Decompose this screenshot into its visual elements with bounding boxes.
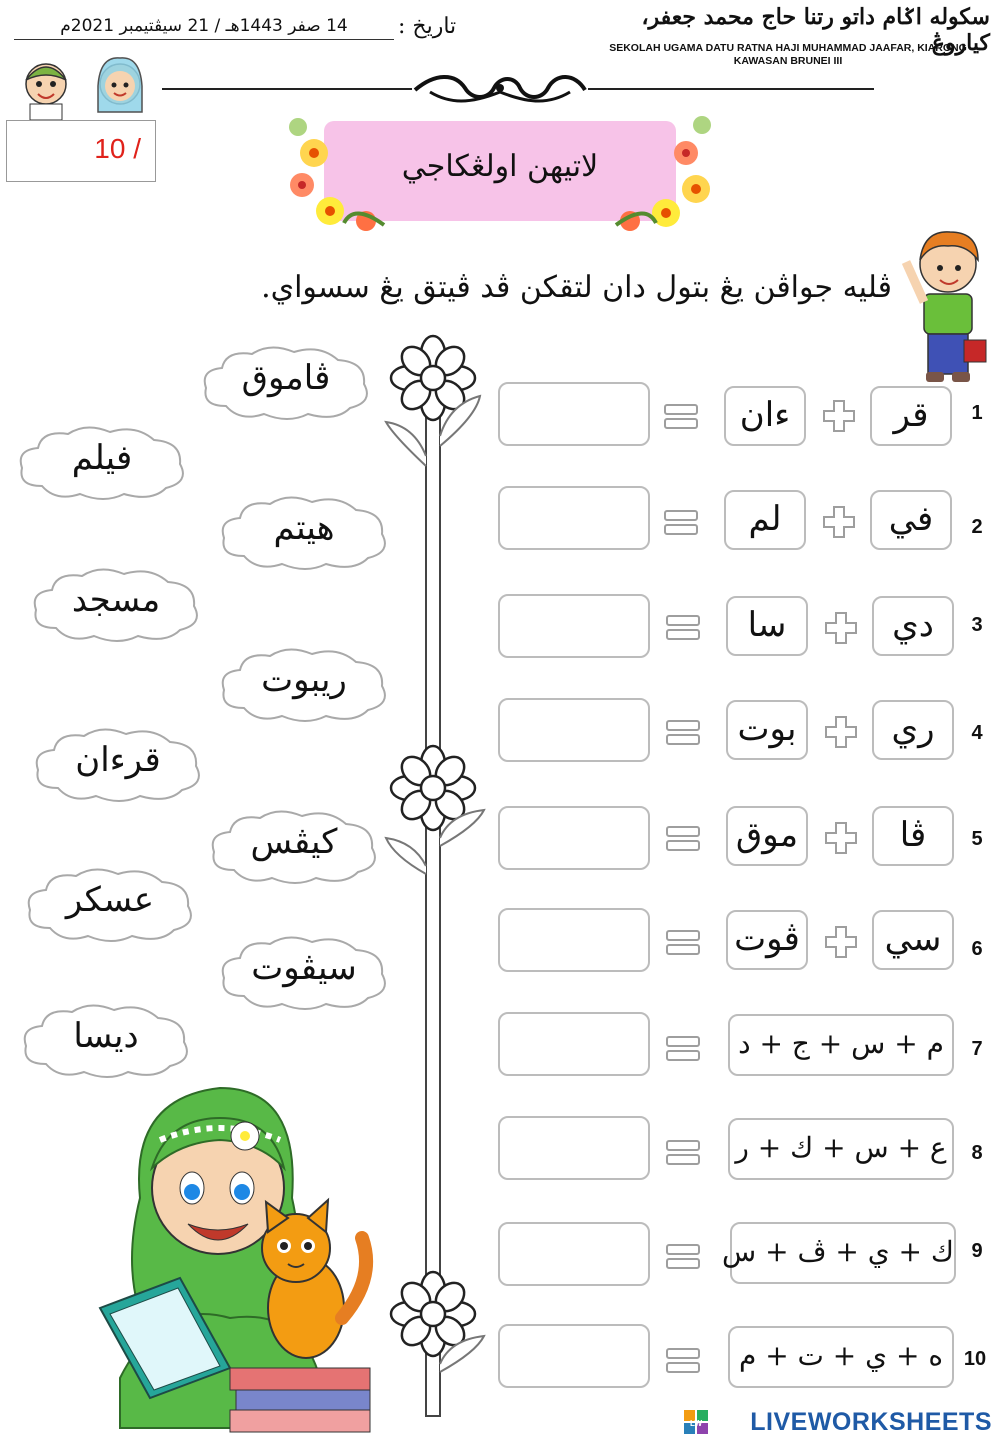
syllable-part1: ڤا: [872, 806, 954, 866]
word-card[interactable]: [20, 866, 200, 946]
letters-sequence: ك + ي + ڤ + س: [730, 1222, 956, 1284]
syllable-part1: في: [870, 490, 952, 550]
word-card[interactable]: [26, 566, 206, 646]
plus-icon: [822, 505, 856, 539]
word-text: هيتم: [273, 508, 335, 548]
brand-badge-text: LW: [690, 1419, 702, 1428]
flower-stem-divider: [380, 326, 490, 1426]
word-text: قرءان: [75, 740, 161, 780]
school-name-rumi: [588, 42, 988, 68]
row-number: 7: [971, 1038, 983, 1060]
syllable-part1: دي: [872, 596, 954, 656]
letters-sequence: م + س + ج + د: [728, 1014, 954, 1076]
plus-icon: [822, 399, 856, 433]
school-name-jawi: سکوله اݢام داتو رتنا حاج محمد جعفر، كياروڠ: [641, 4, 990, 56]
answer-drop-box[interactable]: [498, 1116, 650, 1180]
row-number: 5: [971, 828, 983, 850]
word-text: ڤاموق: [241, 358, 331, 398]
answer-drop-box[interactable]: [498, 806, 650, 870]
title-banner: [284, 113, 716, 233]
word-card[interactable]: [214, 646, 394, 726]
word-text: مسجد: [71, 580, 161, 620]
brand-wordmark[interactable]: LIVEWORKSHEETS: [750, 1408, 992, 1436]
word-text: ديسا: [73, 1016, 139, 1056]
word-card[interactable]: [196, 344, 376, 424]
equals-icon: [666, 1036, 700, 1062]
syllable-part1: سي: [872, 910, 954, 970]
plus-icon: [824, 925, 858, 959]
page-title: لاتيهن اولڠكاجي: [401, 149, 599, 184]
syllable-part2: ءان: [724, 386, 806, 446]
equals-icon: [666, 826, 700, 852]
word-card[interactable]: [214, 934, 394, 1014]
row-number: 1: [971, 402, 983, 424]
syllable-part2: ڤوت: [726, 910, 808, 970]
score-text: 10 /: [94, 133, 141, 164]
syllable-part2: لم: [724, 490, 806, 550]
answer-drop-box[interactable]: [498, 1012, 650, 1076]
syllable-part1: ري: [872, 700, 954, 760]
word-card[interactable]: [16, 1002, 196, 1082]
letters-sequence: ه + ي + ت + م: [728, 1326, 954, 1388]
answer-drop-box[interactable]: [498, 1324, 650, 1388]
word-text: كيڤس: [250, 822, 338, 862]
equals-icon: [664, 404, 698, 430]
girl-reading-illustration: [80, 1078, 380, 1438]
answer-drop-box[interactable]: [498, 594, 650, 658]
equals-icon: [666, 1348, 700, 1374]
row-number: 9: [971, 1240, 983, 1262]
row-number: 2: [971, 516, 983, 538]
letters-sequence: ع + س + ك + ر: [728, 1118, 954, 1180]
word-text: سيڤوت: [251, 948, 357, 988]
syllable-part2: بوت: [726, 700, 808, 760]
row-number: 8: [971, 1142, 983, 1164]
ornament-divider-icon: [410, 68, 590, 108]
brand-logo-icon: [684, 1410, 708, 1434]
equals-icon: [666, 1140, 700, 1166]
plus-icon: [824, 715, 858, 749]
word-text: ريبوت: [261, 660, 347, 700]
boy-illustration: [900, 222, 992, 387]
word-card[interactable]: [204, 808, 384, 888]
syllable-part2: سا: [726, 596, 808, 656]
plus-icon: [824, 821, 858, 855]
date-value: 14 صفر 1443هـ / 21 سيڤتيمبر 2021م: [14, 16, 394, 40]
kids-illustration: [4, 52, 156, 120]
date-label: تاريخ :: [398, 14, 457, 39]
school-name-rumi-line1: SEKOLAH UGAMA DATU RATNA HAJI MUHAMMAD JAAFAR, KIARONG: [609, 42, 967, 54]
answer-drop-box[interactable]: [498, 1222, 650, 1286]
row-number: 6: [971, 938, 983, 960]
plus-icon: [824, 611, 858, 645]
school-name-rumi-line2: KAWASAN BRUNEI III: [733, 55, 843, 67]
answer-drop-box[interactable]: [498, 698, 650, 762]
equals-icon: [664, 510, 698, 536]
row-number: 3: [971, 614, 983, 636]
equals-icon: [666, 720, 700, 746]
score-box: [6, 120, 156, 182]
word-text: عسكر: [65, 880, 155, 920]
syllable-part2: موق: [726, 806, 808, 866]
header-rule-left: [162, 88, 412, 90]
header-rule-right: [588, 88, 874, 90]
equals-icon: [666, 930, 700, 956]
syllable-part1: قر: [870, 386, 952, 446]
row-number: 4: [971, 722, 983, 744]
answer-drop-box[interactable]: [498, 382, 650, 446]
word-card[interactable]: [12, 424, 192, 504]
answer-drop-box[interactable]: [498, 908, 650, 972]
row-number: 10: [963, 1348, 987, 1370]
word-card[interactable]: [214, 494, 394, 574]
word-text: فيلم: [71, 438, 133, 478]
instruction-text: ڤليه جواڤن يڠ بتول دان لتقكن ڤد ڤيتق يڠ سسواي.: [261, 270, 892, 305]
word-card[interactable]: [28, 726, 208, 806]
equals-icon: [666, 615, 700, 641]
equals-icon: [666, 1244, 700, 1270]
answer-drop-box[interactable]: [498, 486, 650, 550]
